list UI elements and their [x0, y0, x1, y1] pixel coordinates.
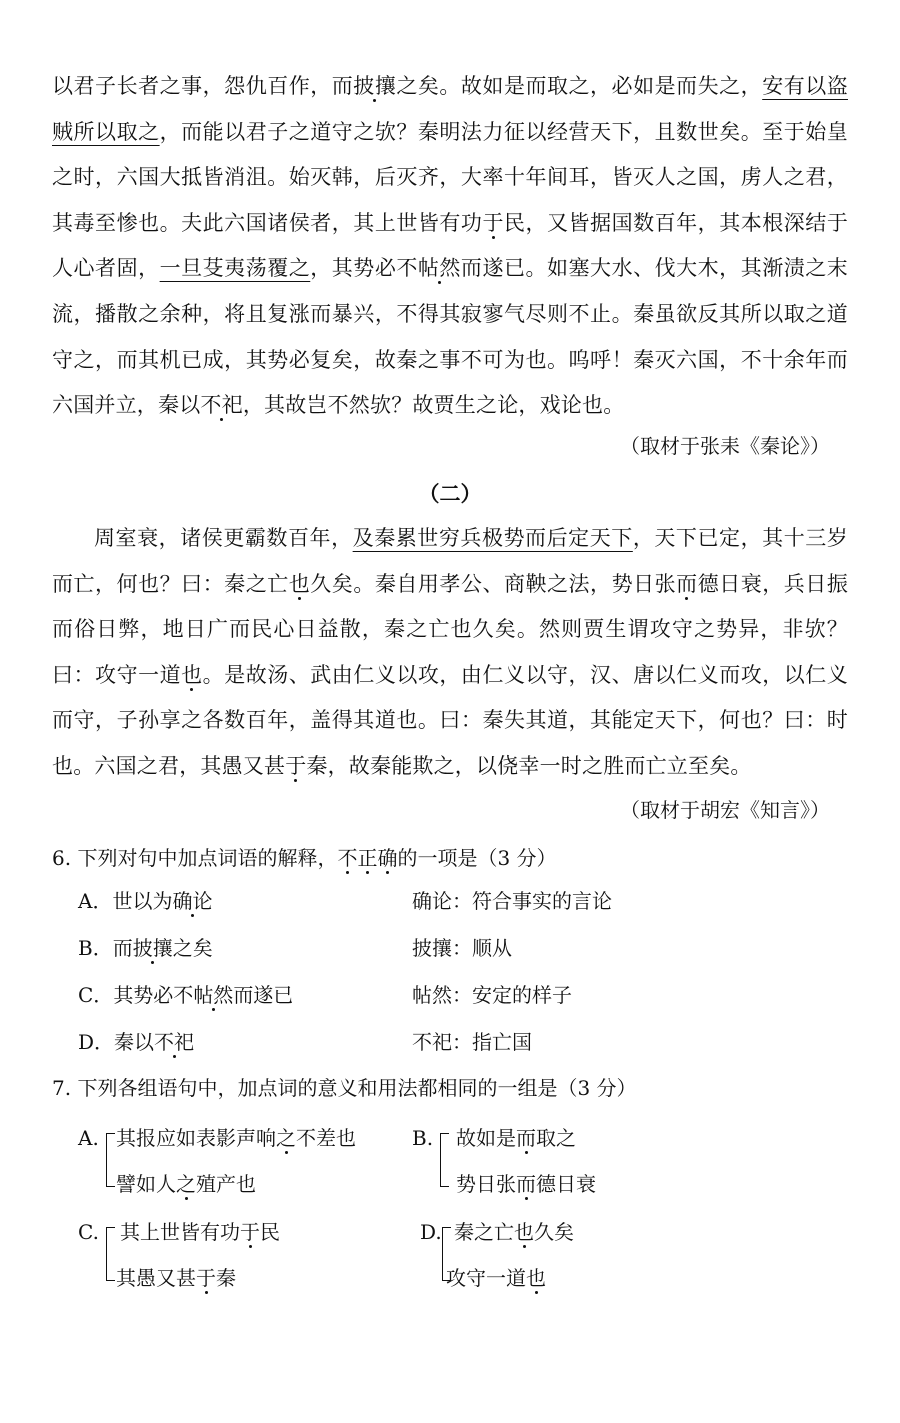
passage-one-paragraph: [52, 64, 848, 429]
text: 周室衰，诸侯更霸数百年，: [94, 526, 353, 550]
text: 势日张: [456, 1172, 516, 1196]
text: ，其势必不: [310, 256, 418, 281]
question-7-option-d[interactable]: [420, 1217, 740, 1297]
source-citation-one: （取材于张耒《秦论》）: [620, 434, 830, 458]
question-7-stem: 7. 下列各组语句中，加点词的意义和用法都相同的一组是（3 分）: [52, 1076, 637, 1100]
text: 之矣。故如是而取之，必如是而失之，: [396, 74, 763, 98]
underlined-sentence: 及秦累世穷兵极势而后定天下: [352, 526, 633, 550]
text: 之矣: [172, 936, 213, 960]
dotted-word: 于: [285, 753, 307, 778]
group-line-2: [116, 1263, 236, 1293]
option-label: C.: [78, 1220, 99, 1244]
text: 而遂已: [233, 983, 294, 1007]
dotted-word: 而: [676, 571, 698, 596]
question-6-option-b-gloss: 披攘：顺从: [412, 936, 512, 960]
question-7-option-c[interactable]: [78, 1217, 398, 1297]
group-line-1: [456, 1123, 576, 1153]
group-line-2: [116, 1169, 256, 1199]
text: ，其故岂不然欤？故贾生之论，戏论也。: [242, 393, 625, 418]
dotted-word: 而: [516, 1172, 536, 1196]
dotted-word: 于: [482, 210, 504, 235]
option-label: D．: [78, 1030, 115, 1054]
option-label: A．: [78, 889, 113, 913]
text: 取之: [536, 1126, 576, 1150]
question-6-option-b[interactable]: [78, 933, 213, 963]
brace-icon: [106, 1133, 115, 1187]
brace-icon: [106, 1227, 115, 1281]
underlined-sentence: 一旦芟夷荡覆之: [159, 256, 311, 281]
passage-one: [52, 64, 848, 429]
text: ，天下已定，其十三岁而亡，何也？曰：秦之亡: [52, 526, 848, 596]
dotted-word: 也: [181, 662, 203, 687]
text: 其上世皆有功: [120, 1220, 240, 1244]
text: 。是故汤、武由仁义以攻，由仁义以守，汉、唐以仁义而攻，以仁义而守，子孙享之各数百年，盖得其道也。曰：秦失其道，其能定天下，何也？曰：时也。六国之君，其愚又甚: [52, 662, 849, 778]
dotted-char: 正: [357, 846, 378, 870]
option-label: C．: [78, 983, 114, 1007]
question-7-option-a[interactable]: [78, 1123, 398, 1203]
text: 以君子长者之事，怨仇百作，而: [52, 74, 354, 98]
dotted-word: 不祀: [154, 1030, 195, 1054]
option-label: B．: [78, 936, 113, 960]
dotted-word: 也: [288, 571, 311, 596]
text: ，而能以君子之道守之欤？秦明法力征以经营天下，且数世矣。至于始皇之时，六国大抵皆消沮。始灭韩，后灭齐，大率十年间耳，皆灭人之国，虏人之君，其毒至惨也。夫此六国诸侯者，其上世皆有功: [52, 119, 849, 235]
dotted-word: 确论: [172, 889, 213, 913]
question-6-option-a-gloss: 确论：符合事实的言论: [412, 889, 612, 913]
dotted-word: 之: [276, 1126, 296, 1150]
dotted-word: 于: [240, 1220, 260, 1244]
text: 而遂已。如塞大水、伐大木，其渐渍之末流，播散之余种，将且复涨而暴兴，不得其寂寥气尽则不止。秦虽欲反其所以取之道守之，而其机已成，其势必复矣，故秦之事不可为也。呜呼！秦灭六国，不十余年而六国并立，秦以: [52, 256, 848, 418]
text: 故如是: [456, 1126, 516, 1150]
dotted-char: 不: [337, 846, 358, 870]
brace-icon: [440, 1133, 449, 1187]
question-6-option-d-gloss: 不祀：指亡国: [412, 1030, 532, 1054]
text: 秦，故秦能欺之，以侥幸一时之胜而亡立至矣。: [306, 753, 752, 778]
text: 其报应如表影声响: [116, 1126, 276, 1150]
dotted-word: 帖然: [417, 256, 461, 281]
dotted-word: 之: [176, 1172, 196, 1196]
question-6-option-a[interactable]: [78, 886, 212, 916]
group-line-2: [446, 1263, 546, 1293]
text: 譬如人: [116, 1172, 176, 1196]
question-6-option-c[interactable]: [78, 980, 293, 1010]
text: 秦以: [114, 1030, 155, 1054]
text: 的一项是（3 分）: [397, 846, 557, 870]
group-line-1: [116, 1123, 356, 1153]
question-6-option-c-gloss: 帖然：安定的样子: [412, 983, 572, 1007]
dotted-word: 而: [516, 1126, 536, 1150]
question-6-option-d[interactable]: [78, 1027, 194, 1057]
text: 民: [260, 1220, 280, 1244]
text: 殖产也: [196, 1172, 256, 1196]
passage-two-paragraph: [52, 516, 848, 790]
source-citation-two: （取材于胡宏《知言》）: [620, 798, 830, 822]
group-line-2: [456, 1169, 596, 1199]
text: 攻守一道: [446, 1266, 526, 1290]
group-line-1: [120, 1217, 280, 1247]
option-label: A.: [78, 1126, 99, 1150]
dotted-word: 于: [196, 1266, 216, 1290]
underlined-sentence: 安有以盗贼所以取之: [52, 74, 848, 144]
text: 世以为: [112, 889, 173, 913]
text: 民，又皆据国数百年，其本根深结于人心者固，: [52, 210, 849, 281]
dotted-word: 不祀: [200, 393, 243, 418]
text: 6. 下列对句中加点词语的解释，: [52, 846, 338, 870]
text: 其势必不: [113, 983, 194, 1007]
text: 德日衰，兵日振而俗日弊，地日广而民心日益散，秦之亡也久矣。然则贾生谓攻守之势异，非欤？曰：攻守一道: [52, 571, 849, 687]
text: 久矣: [534, 1220, 574, 1244]
dotted-char: 确: [377, 846, 398, 870]
dotted-word: 披攘: [132, 936, 173, 960]
text: 而: [112, 936, 133, 960]
option-label: B.: [412, 1126, 434, 1150]
group-line-1: [454, 1217, 574, 1247]
text: 其愚又甚: [116, 1266, 196, 1290]
text: 久矣。秦自用孝公、商鞅之法，势日张: [310, 571, 677, 596]
question-7-option-b[interactable]: [412, 1123, 732, 1203]
question-6-stem: [52, 843, 557, 873]
dotted-word: 也: [526, 1266, 546, 1290]
emphasis-not-correct: [337, 846, 397, 870]
text: 秦之亡: [454, 1220, 514, 1244]
option-label: D.: [420, 1220, 442, 1244]
text: 不差也: [296, 1126, 356, 1150]
passage-two: [52, 516, 848, 790]
text: 秦: [216, 1266, 236, 1290]
section-two-title: （二）: [418, 481, 482, 506]
dotted-word: 披攘: [353, 74, 397, 98]
dotted-word: 也: [514, 1220, 534, 1244]
text: 德日衰: [536, 1172, 596, 1196]
dotted-word: 帖然: [193, 983, 234, 1007]
